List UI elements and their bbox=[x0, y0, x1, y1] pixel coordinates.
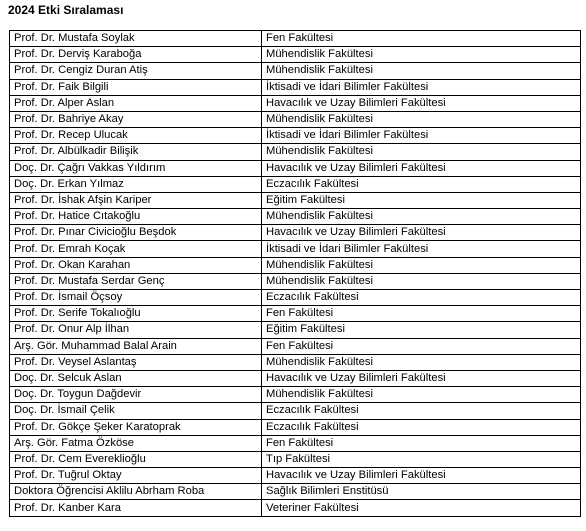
faculty-cell: Fen Fakültesi bbox=[262, 435, 581, 451]
table-row bbox=[10, 128, 581, 144]
faculty-cell: Havacılık ve Uzay Bilimleri Fakültesi bbox=[262, 370, 581, 386]
table-row bbox=[10, 47, 581, 63]
academic-name-cell: Prof. Dr. Onur Alp İlhan bbox=[10, 322, 262, 338]
faculty-cell: Veteriner Fakültesi bbox=[262, 500, 581, 516]
table-row bbox=[10, 354, 581, 370]
faculty-cell: Havacılık ve Uzay Bilimleri Fakültesi bbox=[262, 160, 581, 176]
academic-name-cell: Prof. Dr. Albülkadir Bilişik bbox=[10, 144, 262, 160]
academic-name-cell: Prof. Dr. Veysel Aslantaş bbox=[10, 354, 262, 370]
table-row bbox=[10, 387, 581, 403]
faculty-cell: Havacılık ve Uzay Bilimleri Fakültesi bbox=[262, 468, 581, 484]
table-row bbox=[10, 370, 581, 386]
academic-name-cell: Prof. Dr. Bahriye Akay bbox=[10, 111, 262, 127]
faculty-cell: Tıp Fakültesi bbox=[262, 451, 581, 467]
academic-name-cell: Prof. Dr. Faik Bilgili bbox=[10, 79, 262, 95]
faculty-cell: Fen Fakültesi bbox=[262, 31, 581, 47]
faculty-cell: Eğitim Fakültesi bbox=[262, 322, 581, 338]
academic-name-cell: Prof. Dr. Mustafa Soylak bbox=[10, 31, 262, 47]
academic-name-cell: Prof. Dr. Pınar Civicioğlu Beşdok bbox=[10, 225, 262, 241]
faculty-cell: Mühendislik Fakültesi bbox=[262, 111, 581, 127]
faculty-cell: Mühendislik Fakültesi bbox=[262, 144, 581, 160]
table-row bbox=[10, 176, 581, 192]
faculty-cell: Havacılık ve Uzay Bilimleri Fakültesi bbox=[262, 225, 581, 241]
table-row bbox=[10, 468, 581, 484]
table-row bbox=[10, 306, 581, 322]
academic-name-cell: Doç. Dr. Selcuk Aslan bbox=[10, 370, 262, 386]
faculty-cell: İktisadi ve İdari Bilimler Fakültesi bbox=[262, 79, 581, 95]
faculty-cell: Eczacılık Fakültesi bbox=[262, 290, 581, 306]
academic-name-cell: Prof. Dr. Cem Evereklioğlu bbox=[10, 451, 262, 467]
faculty-cell: İktisadi ve İdari Bilimler Fakültesi bbox=[262, 241, 581, 257]
academic-name-cell: Prof. Dr. Hatice Cıtakoğlu bbox=[10, 209, 262, 225]
academic-name-cell: Prof. Dr. Mustafa Serdar Genç bbox=[10, 273, 262, 289]
academic-name-cell: Prof. Dr. Tuğrul Oktay bbox=[10, 468, 262, 484]
table-row bbox=[10, 192, 581, 208]
table-row bbox=[10, 31, 581, 47]
academic-name-cell: Prof. Dr. Okan Karahan bbox=[10, 257, 262, 273]
academic-name-cell: Arş. Gör. Muhammad Balal Arain bbox=[10, 338, 262, 354]
table-row bbox=[10, 144, 581, 160]
faculty-cell: Mühendislik Fakültesi bbox=[262, 257, 581, 273]
faculty-cell: Mühendislik Fakültesi bbox=[262, 63, 581, 79]
table-row bbox=[10, 209, 581, 225]
table-row bbox=[10, 63, 581, 79]
table-row bbox=[10, 241, 581, 257]
academic-name-cell: Prof. Dr. Serife Tokalıoğlu bbox=[10, 306, 262, 322]
academic-name-cell: Prof. Dr. Cengiz Duran Atiş bbox=[10, 63, 262, 79]
faculty-cell: Eczacılık Fakültesi bbox=[262, 419, 581, 435]
academic-name-cell: Prof. Dr. İsmail Öçsoy bbox=[10, 290, 262, 306]
table-row bbox=[10, 225, 581, 241]
table-row bbox=[10, 500, 581, 516]
academic-name-cell: Doç. Dr. Çağrı Vakkas Yıldırım bbox=[10, 160, 262, 176]
academic-name-cell: Doç. Dr. Erkan Yılmaz bbox=[10, 176, 262, 192]
table-row bbox=[10, 273, 581, 289]
table-row bbox=[10, 160, 581, 176]
table-row bbox=[10, 111, 581, 127]
academic-name-cell: Prof. Dr. Alper Aslan bbox=[10, 95, 262, 111]
table-row bbox=[10, 419, 581, 435]
academic-name-cell: Doktora Öğrencisi Aklilu Abrham Roba bbox=[10, 484, 262, 500]
academic-name-cell: Prof. Dr. Emrah Koçak bbox=[10, 241, 262, 257]
faculty-cell: Havacılık ve Uzay Bilimleri Fakültesi bbox=[262, 95, 581, 111]
academic-name-cell: Prof. Dr. Kanber Kara bbox=[10, 500, 262, 516]
faculty-cell: Mühendislik Fakültesi bbox=[262, 47, 581, 63]
faculty-cell: Mühendislik Fakültesi bbox=[262, 387, 581, 403]
table-row bbox=[10, 484, 581, 500]
table-row bbox=[10, 79, 581, 95]
academic-name-cell: Doç. Dr. Toygun Dağdevir bbox=[10, 387, 262, 403]
ranking-table bbox=[9, 30, 581, 517]
faculty-cell: Sağlık Bilimleri Enstitüsü bbox=[262, 484, 581, 500]
faculty-cell: Eğitim Fakültesi bbox=[262, 192, 581, 208]
faculty-cell: İktisadi ve İdari Bilimler Fakültesi bbox=[262, 128, 581, 144]
academic-name-cell: Prof. Dr. İshak Afşin Kariper bbox=[10, 192, 262, 208]
academic-name-cell: Doç. Dr. İsmail Çelik bbox=[10, 403, 262, 419]
table-row bbox=[10, 322, 581, 338]
faculty-cell: Fen Fakültesi bbox=[262, 306, 581, 322]
table-row bbox=[10, 338, 581, 354]
academic-name-cell: Prof. Dr. Derviş Karaboğa bbox=[10, 47, 262, 63]
table-row bbox=[10, 403, 581, 419]
academic-name-cell: Arş. Gör. Fatma Özköse bbox=[10, 435, 262, 451]
table-row bbox=[10, 435, 581, 451]
faculty-cell: Mühendislik Fakültesi bbox=[262, 209, 581, 225]
academic-name-cell: Prof. Dr. Recep Ulucak bbox=[10, 128, 262, 144]
ranking-table-body bbox=[10, 31, 581, 517]
faculty-cell: Eczacılık Fakültesi bbox=[262, 176, 581, 192]
table-row bbox=[10, 95, 581, 111]
faculty-cell: Fen Fakültesi bbox=[262, 338, 581, 354]
academic-name-cell: Prof. Dr. Gökçe Şeker Karatoprak bbox=[10, 419, 262, 435]
faculty-cell: Eczacılık Fakültesi bbox=[262, 403, 581, 419]
page-title: 2024 Etki Sıralaması bbox=[8, 3, 124, 17]
table-row bbox=[10, 290, 581, 306]
faculty-cell: Mühendislik Fakültesi bbox=[262, 354, 581, 370]
table-row bbox=[10, 257, 581, 273]
table-row bbox=[10, 451, 581, 467]
faculty-cell: Mühendislik Fakültesi bbox=[262, 273, 581, 289]
